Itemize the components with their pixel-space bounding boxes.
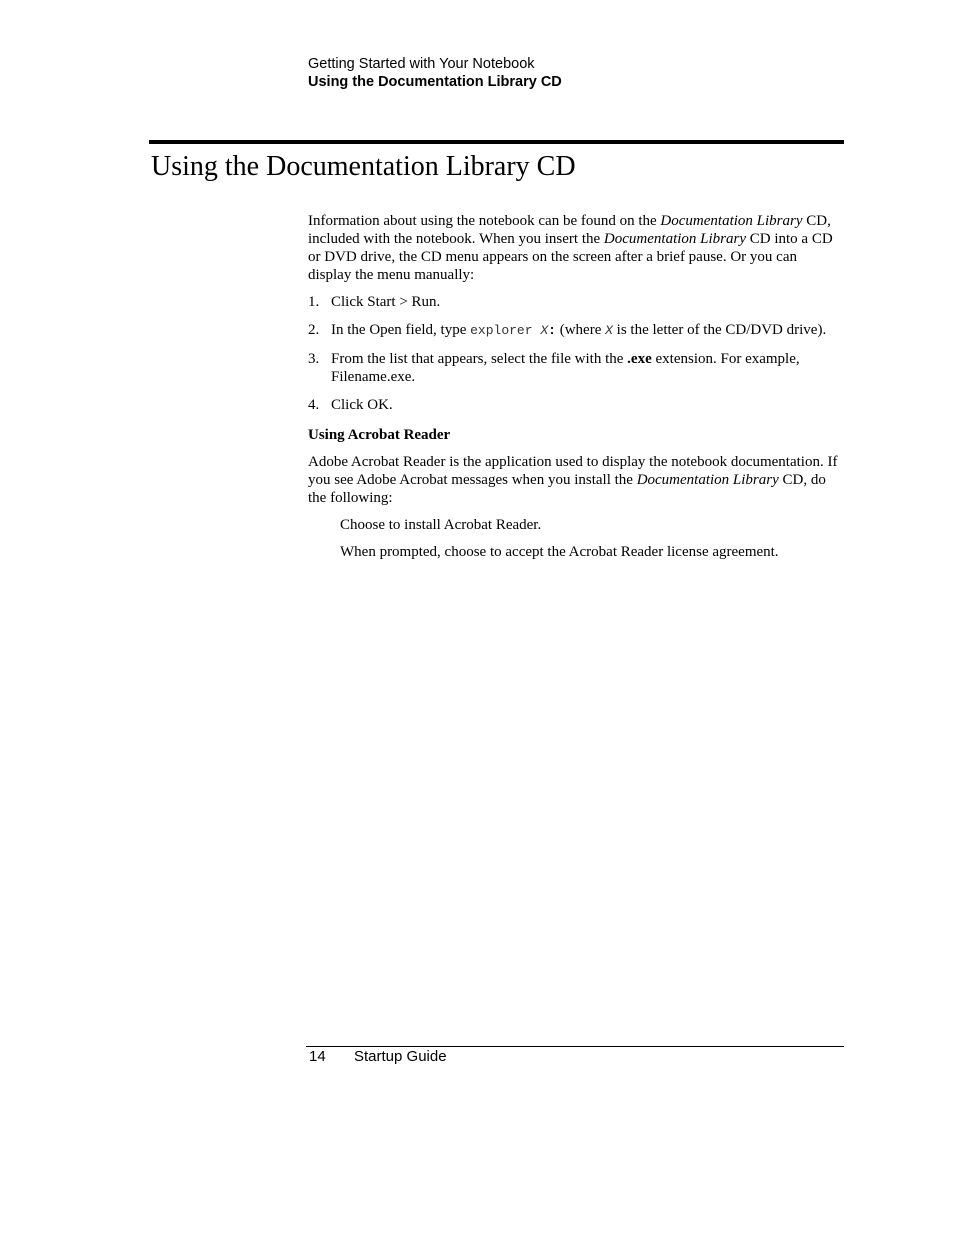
running-header (308, 55, 562, 91)
page-number: 14 (309, 1048, 326, 1065)
step-text: is the letter of the CD/DVD drive). (612, 322, 827, 338)
extension-bold: .exe (627, 351, 652, 367)
acrobat-paragraph (308, 453, 838, 507)
intro-italic-2: Documentation Library (603, 231, 746, 247)
header-chapter: Getting Started with Your Notebook (308, 56, 535, 72)
intro-text-1: Information about using the notebook can be found on the (308, 213, 661, 229)
step-text: Click Start > Run. (331, 294, 441, 310)
command-variable: X (540, 323, 549, 338)
step-number: 1. (308, 294, 320, 310)
acrobat-item: Choose to install Acrobat Reader. (340, 517, 542, 533)
command-colon: : (548, 323, 556, 338)
main-content (308, 212, 838, 561)
list-item (308, 293, 838, 311)
list-item (308, 350, 838, 386)
acrobat-text-1: Adobe Acrobat Reader is the application used to display the notebook documentation. If you see Adobe Acrobat messages when you install the (308, 454, 838, 488)
guide-name: Startup Guide (354, 1048, 447, 1065)
footer-rule (306, 1046, 844, 1047)
intro-italic-1: Documentation Library (660, 213, 803, 229)
step-text: extension. For example, Filename.exe. (331, 351, 800, 385)
acrobat-item: When prompted, choose to accept the Acrobat Reader license agreement. (340, 544, 779, 560)
intro-paragraph (308, 212, 838, 284)
step-text: From the list that appears, select the file with the (331, 351, 628, 367)
page-footer (309, 1048, 447, 1066)
drive-variable: X (605, 323, 613, 338)
section-heading: Using Acrobat Reader (308, 427, 451, 443)
title-rule (149, 140, 844, 144)
list-item (308, 396, 838, 414)
acrobat-italic: Documentation Library (636, 472, 779, 488)
page-title: Using the Documentation Library CD (151, 151, 576, 182)
step-text: In the Open field, type (331, 322, 471, 338)
step-number: 4. (308, 397, 320, 413)
list-item (308, 321, 838, 340)
steps-list (308, 293, 838, 414)
intro-text-2: CD, included with the notebook. When you insert the (308, 213, 831, 247)
step-text: Click OK. (331, 397, 393, 413)
intro-text-3: CD into a CD or DVD drive, the CD menu appears on the screen after a brief pause. Or you can display the menu manually: (308, 231, 833, 283)
step-number: 3. (308, 351, 320, 367)
step-text: (where (555, 322, 606, 338)
header-section: Using the Documentation Library CD (308, 74, 562, 90)
command-code: explorer (470, 323, 541, 338)
step-number: 2. (308, 322, 320, 338)
acrobat-text-2: CD, do the following: (308, 472, 826, 506)
